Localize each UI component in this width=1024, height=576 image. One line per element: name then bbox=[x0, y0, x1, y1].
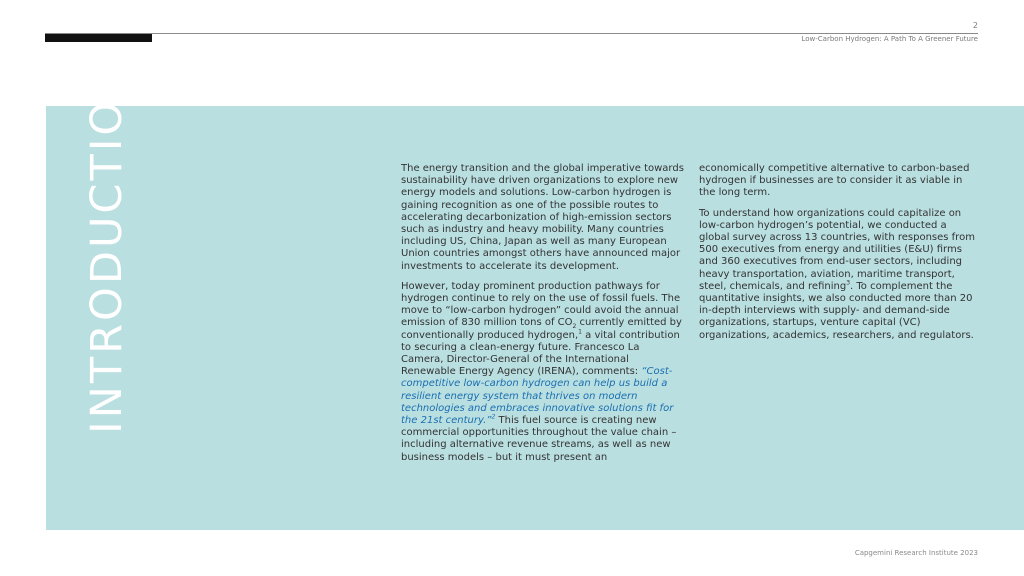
section-heading bbox=[46, 63, 132, 530]
paragraph-text: This fuel source is creating new commercial opportunities throughout the value chain – including alternative revenue streams, as well as new business models – but it must present an bbox=[401, 415, 677, 463]
header-rule bbox=[45, 33, 978, 34]
quote: “Cost-competitive low-carbon hydrogen can help us build a resilient energy system that thrives on modern technologies and embraces innovative solutions fit for the 21st century.” bbox=[401, 366, 674, 427]
footer-credit: Capgemini Research Institute 2023 bbox=[854, 549, 978, 557]
paragraph: The energy transition and the global imperative towards sustainability have driven organizations to explore new energy models and solutions. Low-carbon hydrogen is gaining recognition as one of the possible routes to accelerating decarbonization of high-emission sectors such as industry and heavy mobility. Many countries including US, China, Japan as well as many European Union countries amongst others have announced major investments to accelerate its development. bbox=[401, 163, 684, 272]
header-accent-bar bbox=[45, 34, 152, 42]
paragraph-text: To understand how organizations could capitalize on low-carbon hydrogen’s potential, we conducted a global survey across 13 countries, with responses from 500 executives from energy and utilities (E&U) firms and 360 executives from end-user sectors, including heavy transportation, aviation, maritime transport, steel, chemicals, and refining bbox=[699, 207, 975, 292]
footnote-ref[interactable]: 3 bbox=[846, 279, 851, 287]
paragraph-text: currently emitted by conventionally produced hydrogen, bbox=[401, 317, 682, 341]
paragraph bbox=[699, 208, 979, 342]
footnote-ref[interactable]: 2 bbox=[491, 413, 496, 421]
paragraph-text: a vital contribution to securing a clean-energy future. Francesco La Camera, Director-General of the International Renewable Energy Agency (IRENA), comments: bbox=[401, 329, 680, 378]
footnote-ref[interactable]: 1 bbox=[578, 328, 582, 336]
left-column bbox=[401, 163, 685, 472]
paragraph-text: However, today prominent production pathways for hydrogen continue to rely on the use of fossil fuels. The move to “low-carbon hydrogen” could avoid the annual emission of 830 million tons of CO bbox=[401, 280, 681, 329]
section-heading-text: INTRODUCTION bbox=[82, 63, 132, 434]
paragraph: economically competitive alternative to carbon-based hydrogen if businesses are to consider it as viable in the long term. bbox=[699, 163, 970, 199]
page-number: 2 bbox=[972, 21, 978, 30]
right-column bbox=[699, 163, 979, 350]
paragraph bbox=[401, 281, 685, 464]
paragraph-text: . To complement the quantitative insights, we also conducted more than 20 in-depth interviews with supply- and demand-side organizations, startups, venture capital (VC) organizations, academics, researchers, and regulators. bbox=[699, 280, 974, 341]
document-title: Low-Carbon Hydrogen: A Path To A Greener Future bbox=[801, 35, 978, 43]
subscript: 2 bbox=[572, 323, 577, 331]
